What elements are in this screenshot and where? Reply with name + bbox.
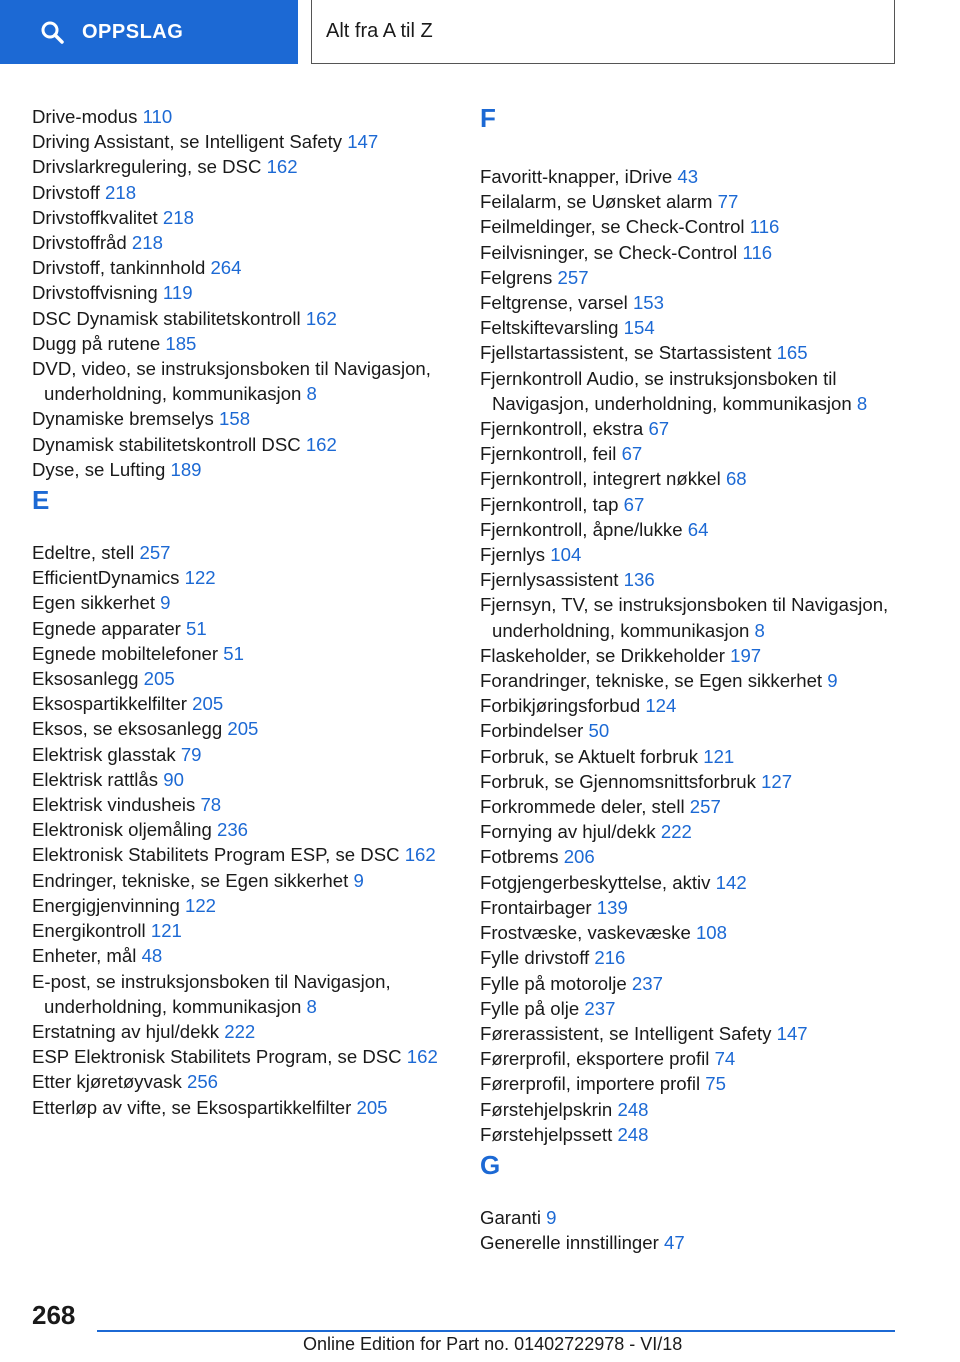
index-entry-page-link[interactable]: 77 — [717, 191, 739, 213]
index-entry — [480, 366, 900, 416]
index-entry — [480, 240, 900, 265]
index-entry-term: Enheter, mål — [32, 945, 137, 967]
index-entry — [32, 842, 442, 867]
index-entry — [32, 331, 442, 356]
index-entry — [32, 1019, 442, 1044]
index-entry — [480, 189, 900, 214]
index-entry-page-link[interactable]: 9 — [546, 1206, 557, 1228]
index-entry — [32, 817, 442, 842]
index-entry-page-link[interactable]: 197 — [730, 644, 762, 666]
index-entry — [32, 792, 442, 817]
index-entry-term: Drive-modus — [32, 106, 138, 127]
index-entry — [32, 205, 442, 230]
index-entry — [32, 1069, 442, 1094]
index-entry-term: Forbruk, se Aktuelt forbruk — [480, 745, 699, 767]
index-entry — [32, 306, 442, 331]
index-entry — [32, 893, 442, 918]
index-entry-page-link[interactable]: 67 — [648, 418, 670, 440]
index-entry-term: Drivstoffkvalitet — [32, 206, 158, 228]
index-entry — [480, 819, 900, 844]
index-entry-term: Fjernsyn, TV, se instruksjonsboken til Navigasjon, underholdning, kommunikasjon — [480, 594, 889, 641]
index-entry — [480, 1071, 900, 1096]
index-entry-term: E-post, se instruksjonsboken til Navigasjon, underholdning, kommunikasjon — [32, 970, 391, 1017]
index-entry — [32, 742, 442, 767]
index-entry-page-link[interactable]: 165 — [776, 342, 808, 364]
index-entry-page-link[interactable]: 257 — [139, 542, 171, 564]
index-entry-page-link[interactable]: 43 — [677, 166, 699, 187]
index-entry-term: Fjernkontroll, feil — [480, 443, 617, 465]
index-entry — [480, 1205, 900, 1230]
index-entry-page-link[interactable]: 147 — [347, 131, 379, 153]
index-entry-page-link[interactable]: 264 — [210, 257, 242, 279]
index-entry-term: Erstatning av hjul/dekk — [32, 1020, 220, 1042]
index-entry — [32, 255, 442, 280]
index-entry-page-link[interactable]: 110 — [142, 106, 173, 127]
index-entry-term: ESP Elektronisk Stabilitets Program, se DSC — [32, 1046, 402, 1068]
index-entry — [480, 844, 900, 869]
index-entry-term: Dyse, se Lufting — [32, 458, 166, 480]
index-entry-term: Driving Assistant, se Intelligent Safety — [32, 131, 343, 153]
index-entry — [480, 340, 900, 365]
index-entry-term: Edeltre, stell — [32, 542, 135, 564]
index-entry-term: Fylle drivstoff — [480, 947, 590, 969]
index-entry-term: Drivstoffråd — [32, 232, 127, 254]
index-entry-term: DSC Dynamisk stabilitetskontroll — [32, 307, 301, 329]
index-column-right — [480, 104, 900, 1255]
index-entry — [480, 517, 900, 542]
index-entry — [32, 180, 442, 205]
index-entry — [480, 769, 900, 794]
index-entry-page-link[interactable]: 153 — [632, 292, 664, 314]
index-entry — [32, 230, 442, 255]
index-entry — [32, 565, 442, 590]
index-entry-page-link[interactable]: 104 — [550, 544, 582, 566]
index-entry-term: Fotbrems — [480, 846, 559, 868]
index-entry-term: Feilvisninger, se Check-Control — [480, 241, 738, 263]
index-entry — [480, 315, 900, 340]
index-entry-page-link[interactable]: 248 — [617, 1098, 649, 1120]
edition-note: Online Edition for Part no. 01402722978 - VI/18 — [303, 1334, 683, 1354]
index-entry — [480, 870, 900, 895]
index-entry — [480, 542, 900, 567]
index-entry-page-link[interactable]: 64 — [687, 518, 709, 540]
index-entry — [32, 969, 442, 1019]
index-entry-page-link[interactable]: 185 — [165, 332, 197, 354]
index-entry-page-link[interactable]: 142 — [715, 871, 747, 893]
index-entry-page-link[interactable]: 8 — [306, 383, 317, 405]
index-entry-term: Dynamiske bremselys — [32, 408, 214, 430]
index-entry-term: Førstehjelpssett — [480, 1123, 613, 1145]
search-icon — [40, 20, 64, 44]
index-entry-page-link[interactable]: 147 — [776, 1022, 808, 1044]
index-entry-page-link[interactable]: 205 — [227, 718, 259, 740]
index-entry-page-link[interactable]: 9 — [160, 592, 171, 614]
index-entry — [480, 492, 900, 517]
index-entry-page-link[interactable]: 9 — [827, 670, 838, 692]
footer-divider — [97, 1330, 895, 1332]
index-entry-term: Elektrisk rattlås — [32, 768, 159, 790]
index-letter-heading: G — [480, 1149, 501, 1180]
index-entry-term: EfficientDynamics — [32, 567, 180, 589]
index-entry-page-link[interactable]: 218 — [105, 181, 137, 203]
index-entry-term: Feltskiftevarsling — [480, 317, 619, 339]
index-entry-term: Etterløp av vifte, se Eksospartikkelfilter — [32, 1096, 352, 1118]
index-entry-page-link[interactable]: 189 — [170, 458, 202, 480]
index-entry-page-link[interactable]: 116 — [742, 241, 773, 263]
index-entry — [32, 406, 442, 431]
index-entry — [32, 716, 442, 741]
index-entry-term: Drivstoff, tankinnhold — [32, 257, 206, 279]
index-entry-page-link[interactable]: 206 — [563, 846, 595, 868]
index-entry — [480, 290, 900, 315]
index-entry — [32, 767, 442, 792]
index-entry-term: Endringer, tekniske, se Egen sikkerhet — [32, 869, 349, 891]
index-entry-term: Feltgrense, varsel — [480, 292, 628, 314]
index-entry-term: Drivstoffvisning — [32, 282, 158, 304]
index-entry-term: Dugg på rutene — [32, 332, 161, 354]
index-entry — [32, 1044, 442, 1069]
index-entry — [32, 154, 442, 179]
index-entry-term: Garanti — [480, 1206, 541, 1228]
index-entry-page-link[interactable]: 68 — [725, 468, 747, 490]
index-entry-term: Feilalarm, se Uønsket alarm — [480, 191, 713, 213]
index-entry-page-link[interactable]: 74 — [714, 1048, 736, 1070]
index-entry-page-link[interactable]: 8 — [754, 619, 765, 641]
index-entry — [480, 567, 900, 592]
index-entry-page-link[interactable]: 257 — [557, 266, 589, 288]
index-entry — [480, 1046, 900, 1071]
index-entry-page-link[interactable]: 67 — [623, 493, 645, 515]
index-entry-term: Forbikjøringsforbud — [480, 695, 641, 717]
index-entry-page-link[interactable]: 257 — [689, 796, 721, 818]
index-entry-page-link[interactable]: 222 — [660, 821, 692, 843]
index-entry — [480, 416, 900, 441]
index-entry-term: Fylle på motorolje — [480, 972, 627, 994]
index-entry-page-link[interactable]: 51 — [186, 617, 207, 639]
index-entry — [32, 457, 442, 482]
index-entry-page-link[interactable]: 139 — [596, 896, 628, 918]
index-letter-heading: F — [480, 103, 496, 133]
index-entry — [480, 668, 900, 693]
index-entry — [32, 1095, 442, 1120]
index-entry — [480, 265, 900, 290]
index-entry-term: Egnede apparater — [32, 617, 181, 639]
index-entry — [32, 590, 442, 615]
index-entry-term: Fjernkontroll, ekstra — [480, 418, 644, 440]
index-entry-term: Førerassistent, se Intelligent Safety — [480, 1022, 772, 1044]
index-entry — [480, 996, 900, 1021]
page-number: 268 — [32, 1300, 76, 1330]
index-entry-term: Energikontroll — [32, 920, 146, 942]
index-entry — [480, 895, 900, 920]
index-entry-page-link[interactable]: 205 — [143, 668, 175, 690]
index-entry — [480, 441, 900, 466]
section-title-box — [311, 0, 895, 64]
index-entry — [480, 643, 900, 668]
index-entry-term: Elektronisk oljemåling — [32, 819, 212, 841]
index-entry — [480, 971, 900, 996]
index-entry — [480, 693, 900, 718]
index-entry — [480, 718, 900, 743]
index-entry-page-link[interactable]: 108 — [695, 922, 727, 944]
index-entry-page-link[interactable]: 218 — [131, 232, 163, 254]
index-letter-heading: E — [32, 485, 50, 516]
index-entry-page-link[interactable]: 124 — [645, 695, 677, 717]
index-entry-term: Elektrisk vindusheis — [32, 794, 196, 816]
index-entry-page-link[interactable]: 205 — [192, 693, 224, 715]
index-entry — [32, 540, 442, 565]
index-entry-term: Etter kjøretøyvask — [32, 1071, 182, 1093]
index-entry-term: Generelle innstillinger — [480, 1232, 659, 1254]
index-entry — [480, 1122, 900, 1147]
index-entry — [32, 432, 442, 457]
index-entry — [32, 280, 442, 305]
index-entry-term: Fjernkontroll, åpne/lukke — [480, 518, 683, 540]
index-entry-page-link[interactable]: 162 — [404, 844, 436, 866]
index-entry-page-link[interactable]: 75 — [705, 1073, 726, 1095]
index-entry-page-link[interactable]: 78 — [200, 794, 222, 816]
index-entry-page-link[interactable]: 119 — [162, 282, 193, 304]
index-entry-page-link[interactable]: 121 — [150, 920, 182, 942]
index-entry-page-link[interactable]: 162 — [266, 156, 298, 178]
index-entry-page-link[interactable]: 162 — [406, 1046, 438, 1068]
index-entry-term: Elektrisk glasstak — [32, 743, 176, 765]
index-entry-term: Fjernkontroll, tap — [480, 493, 619, 515]
index-entry-page-link[interactable]: 8 — [856, 392, 868, 414]
index-entry-page-link[interactable]: 154 — [623, 317, 655, 339]
index-entry-term: Eksos, se eksosanlegg — [32, 718, 223, 740]
index-entry-page-link[interactable]: 116 — [749, 216, 780, 238]
index-entry-page-link[interactable]: 136 — [623, 569, 655, 591]
index-entry — [32, 616, 442, 641]
lookup-tab-label: OPPSLAG — [82, 20, 184, 43]
index-entry-page-link[interactable]: 237 — [584, 997, 616, 1019]
index-entry-page-link[interactable]: 90 — [163, 768, 184, 790]
index-entry-page-link[interactable]: 122 — [185, 894, 217, 916]
index-entry-term: Frostvæske, vaskevæske — [480, 922, 691, 944]
index-entry-page-link[interactable]: 222 — [224, 1020, 256, 1042]
index-entry-page-link[interactable]: 162 — [305, 433, 337, 455]
index-entry-page-link[interactable]: 8 — [306, 995, 317, 1017]
section-title: Alt fra A til Z — [326, 20, 433, 42]
index-entry-term: Førerprofil, eksportere profil — [480, 1048, 710, 1070]
index-entry — [480, 164, 900, 189]
index-entry — [32, 666, 442, 691]
index-entry-term: Drivslarkregulering, se DSC — [32, 156, 262, 178]
lookup-tab[interactable] — [0, 0, 298, 64]
index-entry-term: Førerprofil, importere profil — [480, 1073, 701, 1095]
index-entry — [480, 592, 900, 642]
index-entry-term: Eksospartikkelfilter — [32, 693, 187, 715]
index-entry — [480, 794, 900, 819]
index-entry-term: Feilmeldinger, se Check-Control — [480, 216, 745, 238]
index-entry — [480, 945, 900, 970]
index-entry-term: Forkrommede deler, stell — [480, 796, 685, 818]
index-entry — [480, 214, 900, 239]
index-entry-page-link[interactable]: 256 — [186, 1071, 219, 1093]
index-entry — [32, 943, 442, 968]
index-entry-term: Fjellstartassistent, se Startassistent — [480, 342, 772, 364]
index-entry — [32, 918, 442, 943]
page-header — [0, 0, 960, 66]
index-entry-term: Førstehjelpskrin — [480, 1098, 613, 1120]
index-entry-term: Fornying av hjul/dekk — [480, 821, 656, 843]
index-entry-page-link[interactable]: 158 — [219, 408, 251, 430]
index-entry-page-link[interactable]: 127 — [761, 770, 793, 792]
index-entry-page-link[interactable]: 67 — [621, 443, 643, 465]
index-entry-page-link[interactable]: 205 — [356, 1096, 388, 1118]
index-entry-page-link[interactable]: 218 — [162, 206, 194, 228]
index-entry-page-link[interactable]: 48 — [141, 945, 163, 967]
index-entry-term: Dynamisk stabilitetskontroll DSC — [32, 433, 301, 455]
index-entry — [480, 1021, 900, 1046]
index-entry-term: Egen sikkerhet — [32, 592, 155, 614]
index-entry-page-link[interactable]: 237 — [631, 972, 663, 994]
index-entry-term: Favoritt-knapper, iDrive — [480, 166, 673, 187]
index-entry-page-link[interactable]: 47 — [663, 1232, 685, 1254]
index-entry-term: Fjernlys — [480, 544, 546, 566]
index-entry — [480, 1097, 900, 1122]
index-entry-term: Frontairbager — [480, 896, 592, 918]
index-entry-page-link[interactable]: 122 — [184, 567, 216, 589]
index-entry — [32, 641, 442, 666]
index-entry-term: Fylle på olje — [480, 997, 580, 1019]
index-entry-page-link[interactable]: 236 — [217, 819, 249, 841]
index-entry-term: Fjernlysassistent — [480, 569, 619, 591]
index-entry-term: Energigjenvinning — [32, 894, 180, 916]
index-entry — [480, 920, 900, 945]
index-entry-page-link[interactable]: 216 — [594, 947, 626, 969]
index-entry-term: Forbruk, se Gjennomsnittsforbruk — [480, 770, 756, 792]
index-entry-page-link[interactable]: 50 — [588, 720, 610, 742]
index-column-left — [32, 104, 442, 1120]
index-entry — [32, 691, 442, 716]
index-entry-term: Fotgjengerbeskyttelse, aktiv — [480, 871, 711, 893]
index-entry-term: Fjernkontroll Audio, se instruksjonsboken til Navigasjon, underholdning, kommunikasjon — [480, 367, 852, 414]
index-entry — [32, 129, 442, 154]
index-entry-term: Forbindelser — [480, 720, 584, 742]
index-entry-page-link[interactable]: 162 — [305, 307, 337, 329]
index-entry — [480, 744, 900, 769]
index-entry-term: Drivstoff — [32, 181, 100, 203]
index-entry-term: Felgrens — [480, 266, 553, 288]
index-entry — [32, 104, 442, 129]
index-entry — [32, 356, 442, 406]
index-entry-term: Elektronisk Stabilitets Program ESP, se DSC — [32, 844, 400, 866]
index-entry-page-link[interactable]: 79 — [180, 743, 202, 765]
index-entry-term: Forandringer, tekniske, se Egen sikkerhet — [480, 670, 823, 692]
index-entry-page-link[interactable]: 9 — [353, 869, 364, 891]
index-entry-page-link[interactable]: 51 — [223, 642, 244, 664]
index-entry — [480, 466, 900, 491]
index-entry — [480, 1230, 900, 1255]
index-entry-term: Flaskeholder, se Drikkeholder — [480, 644, 725, 666]
index-entry-page-link[interactable]: 248 — [617, 1123, 649, 1145]
index-entry — [32, 868, 442, 893]
index-entry-term: Eksosanlegg — [32, 668, 139, 690]
index-entry-term: Fjernkontroll, integrert nøkkel — [480, 468, 721, 490]
index-entry-term: Egnede mobiltelefoner — [32, 642, 219, 664]
index-entry-term: DVD, video, se instruksjonsboken til Navigasjon, underholdning, kommunikasjon — [32, 358, 431, 405]
index-entry-page-link[interactable]: 121 — [703, 745, 735, 767]
